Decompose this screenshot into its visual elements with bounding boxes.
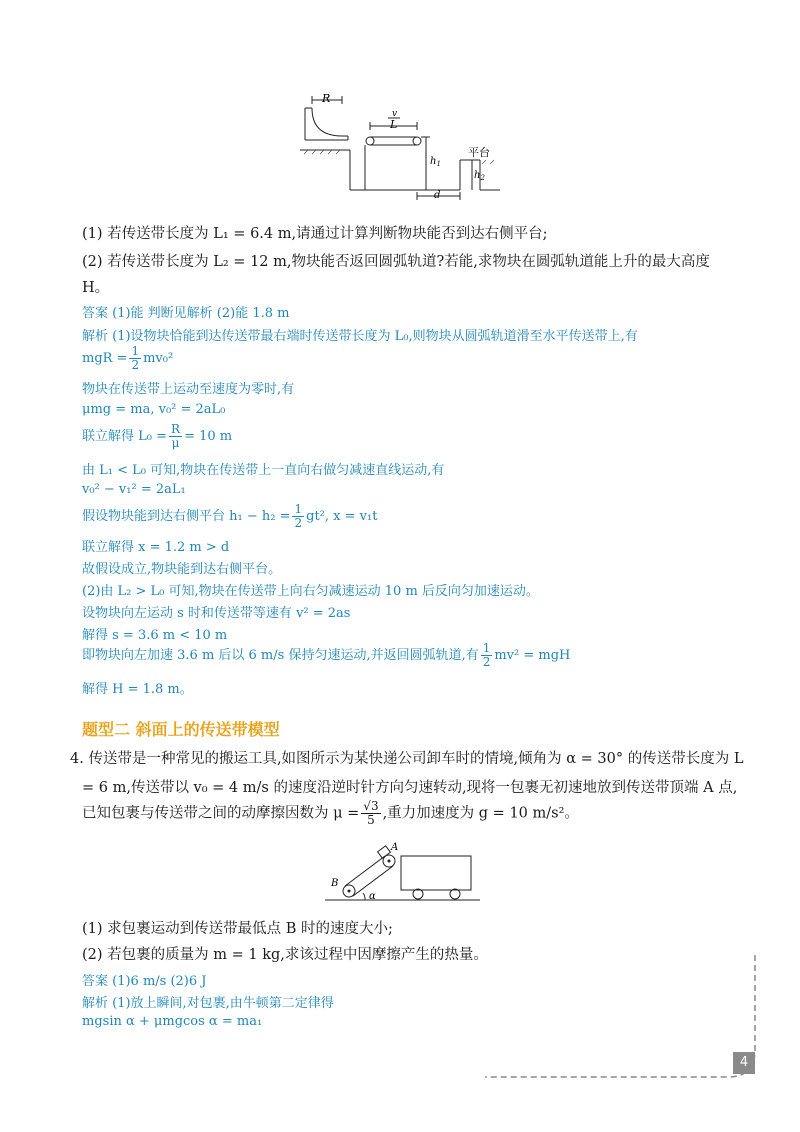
answer3-line6: 由 L₁ < L₀ 可知,物块在传送带上一直向右做匀减速直线运动,有 xyxy=(82,463,445,478)
answer3-line4: μmg = ma, v₀² = 2aL₀ xyxy=(82,402,226,417)
answer3-line13: 解得 s = 3.6 m < 10 m xyxy=(82,628,228,643)
label-d: d xyxy=(434,190,441,201)
answer3-summary: 答案 (1)能 判断见解析 (2)能 1.8 m xyxy=(82,306,290,321)
q3-part2-line2: H。 xyxy=(82,280,110,296)
label-alpha: α xyxy=(369,891,376,902)
label-R: R xyxy=(322,92,331,105)
answer3-line10: 故假设成立,物块能到达右侧平台。 xyxy=(82,562,282,577)
figure-truck-conveyor xyxy=(325,838,485,908)
label-platform: 平台 xyxy=(468,146,490,159)
q3-part1: (1) 若传送带长度为 L₁ = 6.4 m,请通过计算判断物块能否到达右侧平台; xyxy=(82,226,548,242)
answer3-line8: 假设物块能到达右侧平台 h₁ − h₂ = $\frac{1}{2}$ gt², x = v₁t xyxy=(82,502,378,530)
label-L: L xyxy=(390,118,398,131)
q4-part2: (2) 若包裹的质量为 m = 1 kg,求该过程中因摩擦产生的热量。 xyxy=(82,947,488,963)
answer3-line14: 即物块向左加速 3.6 m 后以 6 m/s 保持匀速运动,并返回圆弧轨道,有 $\frac{1}{2}$ mv² = mgH xyxy=(82,641,571,669)
answer3-line3: 物块在传送带上运动至速度为零时,有 xyxy=(82,382,295,397)
answer3-line5: 联立解得 L₀ = $\frac{R}{\mu}$ = 10 m xyxy=(82,422,233,450)
answer3-line9: 联立解得 x = 1.2 m > d xyxy=(82,540,230,555)
q3-part2-line1: (2) 若传送带长度为 L₂ = 12 m,物块能否返回圆弧轨道?若能,求物块在圆弧轨道能上升的最大高度 xyxy=(82,254,710,270)
q4-line1: 4. 传送带是一种常见的搬运工具,如图所示为某快递公司卸车时的情境,倾角为 α = 30° 的传送带长度为 L xyxy=(70,751,744,767)
label-v: v xyxy=(392,109,398,119)
answer3-line2: mgR = $\frac{1}{2}$ mv₀² xyxy=(82,344,174,372)
section-title: 题型二 斜面上的传送带模型 xyxy=(82,720,280,739)
figure-conveyor-arc xyxy=(300,92,510,204)
answer3-line12: 设物块向左运动 s 时和传送带等速有 v² = 2as xyxy=(82,606,351,621)
answer3-line7: v₀² − v₁² = 2aL₁ xyxy=(82,482,186,497)
answer4-line2: mgsin α + μmgcos α = ma₁ xyxy=(82,1014,263,1029)
answer3-line1: 解析 (1)设物块恰能到达传送带最右端时传送带长度为 L₀,则物块从圆弧轨道滑至水平传送带上,有 xyxy=(82,329,638,344)
label-B: B xyxy=(331,878,339,889)
answer3-line11: (2)由 L₂ > L₀ 可知,物块在传送带上向右匀减速运动 10 m 后反向匀加速运动。 xyxy=(82,584,539,599)
answer3-line15: 解得 H = 1.8 m。 xyxy=(82,682,193,697)
label-h1: $h_1$ xyxy=(430,156,441,168)
q4-line2: = 6 m,传送带以 v₀ = 4 m/s 的速度沿逆时针方向匀速转动,现将一包裹无初速地放到传送带顶端 A 点, xyxy=(82,780,738,796)
answer4-line1: 解析 (1)放上瞬间,对包裹,由牛顿第二定律得 xyxy=(82,996,334,1011)
answer4-summary: 答案 (1)6 m/s (2)6 J xyxy=(82,974,207,989)
label-A: A xyxy=(391,842,399,853)
page-border-decoration xyxy=(480,955,770,1085)
q4-part1: (1) 求包裹运动到传送带最低点 B 时的速度大小; xyxy=(82,921,393,937)
label-h2: $h_2$ xyxy=(474,170,485,182)
page-number: 4 xyxy=(733,1052,755,1074)
q4-line3: 已知包裹与传送带之间的动摩擦因数为 μ = $\frac{√3}{5}$ ,重力加速度为 g = 10 m/s²。 xyxy=(82,799,579,827)
